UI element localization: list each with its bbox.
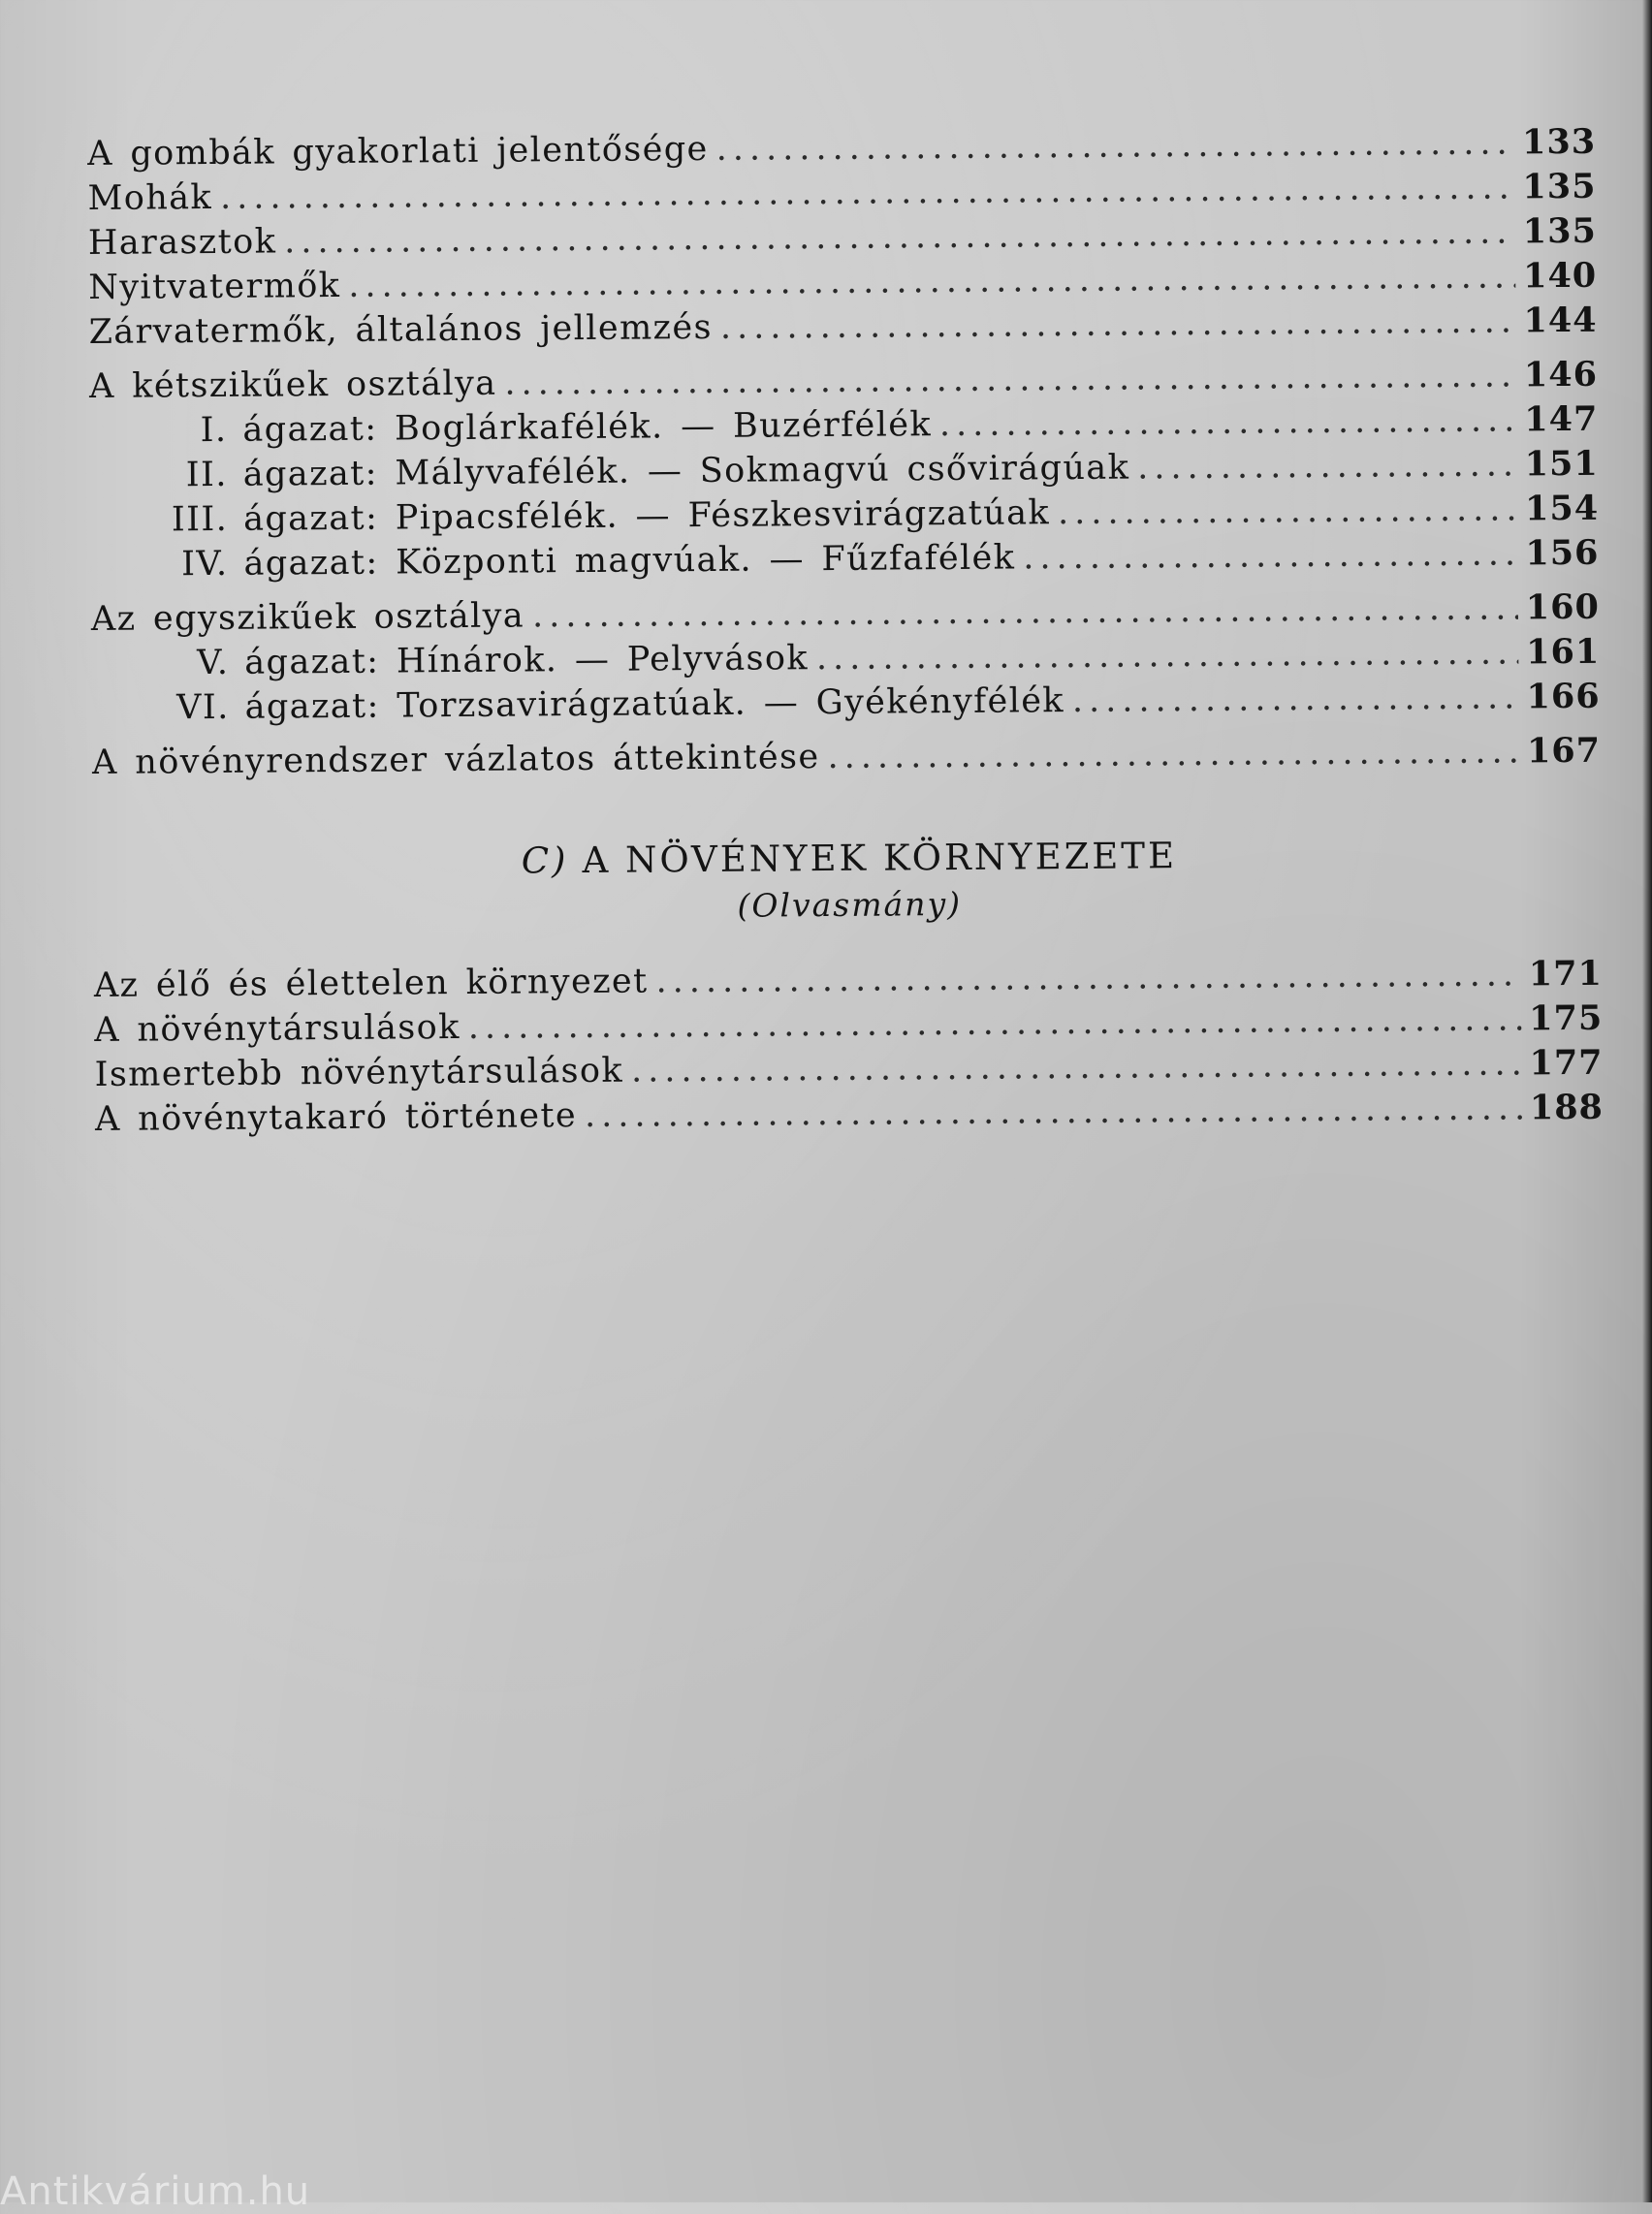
toc-entry-page: 166	[1526, 676, 1601, 717]
toc-entry-page: 146	[1523, 354, 1599, 395]
phylum-number: III.	[171, 499, 229, 540]
toc-entry-title: ágazat: Boglárkafélék. — Buzérfélék	[242, 405, 933, 450]
dot-leader	[939, 400, 1517, 444]
page-edge-shadow	[1642, 0, 1652, 2202]
toc-entry-page: 177	[1529, 1042, 1604, 1084]
toc-entry-page: 156	[1525, 532, 1600, 574]
toc-entry-title: Nyitvatermők	[88, 266, 341, 307]
dot-leader	[585, 1089, 1522, 1135]
toc-entry-title: ágazat: Hínárok. — Pelyvások	[244, 639, 810, 682]
toc-entry-title: ágazat: Pipacsfélék. — Fészkesvirágzatúak	[242, 493, 1051, 539]
toc-entry-page: 167	[1526, 730, 1602, 772]
toc-entry-page: 171	[1528, 953, 1604, 995]
toc-entry-page: 175	[1528, 997, 1604, 1039]
phylum-number: VI.	[176, 687, 230, 728]
dot-leader	[720, 301, 1516, 346]
dot-leader	[1072, 678, 1519, 720]
phylum-number: IV.	[181, 544, 229, 585]
toc-entry-title: A kétszikűek osztálya	[88, 364, 497, 406]
toc-entry-page: 160	[1525, 586, 1601, 628]
toc-entry-title: ágazat: Központi magvúak. — Fűzfafélék	[243, 538, 1016, 584]
toc-entry-page: 133	[1521, 121, 1597, 163]
toc-entry	[92, 731, 1604, 787]
toc-entry-title: ágazat: Mályvafélék. — Sokmagvú csővirágúak	[242, 448, 1130, 494]
table-of-contents	[87, 122, 1607, 1144]
dot-leader	[816, 633, 1519, 678]
section-title: A NÖVÉNYEK KÖRNYEZETE	[582, 835, 1178, 882]
toc-entry-page: 151	[1524, 443, 1599, 485]
dot-leader	[284, 212, 1515, 261]
phylum-number: I.	[200, 410, 228, 451]
toc-entry-title: Harasztok	[87, 222, 277, 263]
dot-leader	[1137, 445, 1517, 487]
toc-entry-title: Zárvatermők, általános jellemzés	[88, 307, 714, 352]
dot-leader	[631, 1044, 1522, 1090]
toc-entry-page: 147	[1524, 398, 1599, 440]
toc-entry-title: ágazat: Torzsavirágzatúak. — Gyékényfélék	[244, 681, 1065, 727]
toc-entry-title: Mohák	[87, 177, 213, 218]
toc-entry-title: A növényrendszer vázlatos áttekintése	[91, 738, 820, 782]
toc-entry-page: 188	[1529, 1087, 1604, 1128]
toc-entry-title: A növénytakaró története	[94, 1096, 578, 1139]
dot-leader	[532, 588, 1518, 635]
phylum-number: V.	[197, 643, 230, 683]
toc-entry-page: 144	[1523, 300, 1598, 341]
dot-leader	[220, 168, 1515, 216]
toc-entry-title: Az élő és élettelen környezet	[93, 962, 649, 1005]
section-letter: C)	[521, 839, 569, 882]
dot-leader	[504, 356, 1516, 402]
dot-leader	[1023, 534, 1517, 577]
section-subtitle: (Olvasmány)	[737, 884, 963, 925]
toc-entry-title: A növénytársulások	[94, 1008, 461, 1050]
phylum-number: II.	[185, 455, 228, 495]
toc-entry-page: 135	[1522, 166, 1597, 207]
dot-leader	[716, 123, 1515, 168]
dot-leader	[348, 257, 1515, 304]
toc-entry-page: 154	[1524, 488, 1600, 529]
dot-leader	[1058, 490, 1517, 532]
toc-entry-page: 140	[1522, 255, 1598, 297]
dot-leader	[827, 732, 1519, 776]
dot-leader	[655, 955, 1521, 1000]
toc-entry-page: 161	[1526, 631, 1601, 673]
toc-entry-title: A gombák gyakorlati jelentősége	[87, 129, 709, 174]
watermark: Antikvárium.hu	[0, 2169, 311, 2214]
dot-leader	[468, 999, 1522, 1047]
toc-entry-page: 135	[1522, 210, 1597, 252]
toc-entry-title: Az egyszikűek osztálya	[90, 596, 525, 639]
toc-entry-title: Ismertebb növénytársulások	[94, 1051, 624, 1094]
